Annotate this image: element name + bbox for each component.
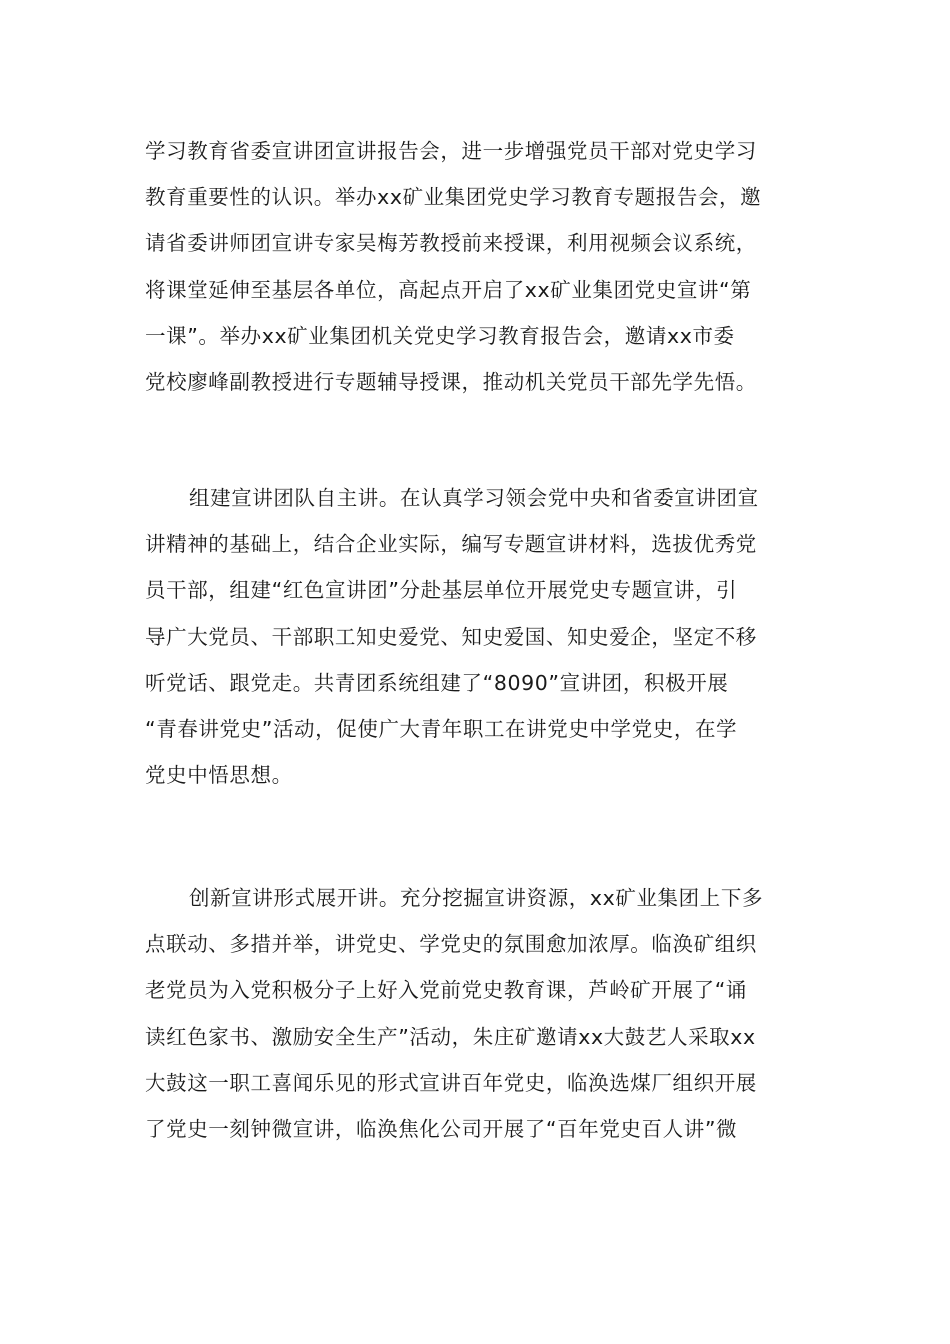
text-line: 组建宣讲团队自主讲。在认真学习领会党中央和省委宣讲团宣 [189,486,759,510]
text-line: 点联动、多措并举，讲党史、学党史的氛围愈加浓厚。临涣矿组织 [145,932,757,957]
text-line: 老党员为入党积极分子上好入党前党史教育课，芦岭矿开展了“诵 [145,978,748,1003]
text-line: 党史中悟思想。 [145,763,293,788]
text-line: 创新宣讲形式展开讲。充分挖掘宣讲资源，xx矿业集团上下多 [189,886,764,910]
text-line: 将课堂延伸至基层各单位，高起点开启了xx矿业集团党史宣讲“第 [145,277,752,302]
paragraph-1 [145,128,805,405]
text-line: 教育重要性的认识。举办xx矿业集团党史学习教育专题报告会，邀 [145,185,762,210]
text-line: 导广大党员、干部职工知史爱党、知史爱国、知史爱企，坚定不移 [145,624,757,649]
text-line: 大鼓这一职工喜闻乐见的形式宣讲百年党史，临涣选煤厂组织开展 [145,1070,757,1095]
text-line: 学习教育省委宣讲团宣讲报告会，进一步增强党员干部对党史学习 [145,139,757,163]
paragraph-3 [145,875,805,1152]
text-line: 一课”。举办xx矿业集团机关党史学习教育报告会，邀请xx市委 [145,323,735,348]
text-line: “青春讲党史”活动，促使广大青年职工在讲党史中学党史，在学 [145,716,738,741]
text-line: 了党史一刻钟微宣讲，临涣焦化公司开展了“百年党史百人讲”微 [145,1116,738,1141]
text-line: 读红色家书、激励安全生产”活动，朱庄矿邀请xx大鼓艺人采取xx [145,1024,756,1049]
text-line: 听党话、跟党走。共青团系统组建了“8090”宣讲团，积极开展 [145,670,729,695]
text-line: 党校廖峰副教授进行专题辅导授课，推动机关党员干部先学先悟。 [145,369,757,394]
text-line: 讲精神的基础上，结合企业实际，编写专题宣讲材料，选拔优秀党 [145,532,757,557]
paragraph-2 [145,475,805,798]
text-line: 请省委讲师团宣讲专家吴梅芳教授前来授课，利用视频会议系统， [145,231,757,256]
text-line: 员干部，组建“红色宣讲团”分赴基层单位开展党史专题宣讲，引 [145,578,738,603]
